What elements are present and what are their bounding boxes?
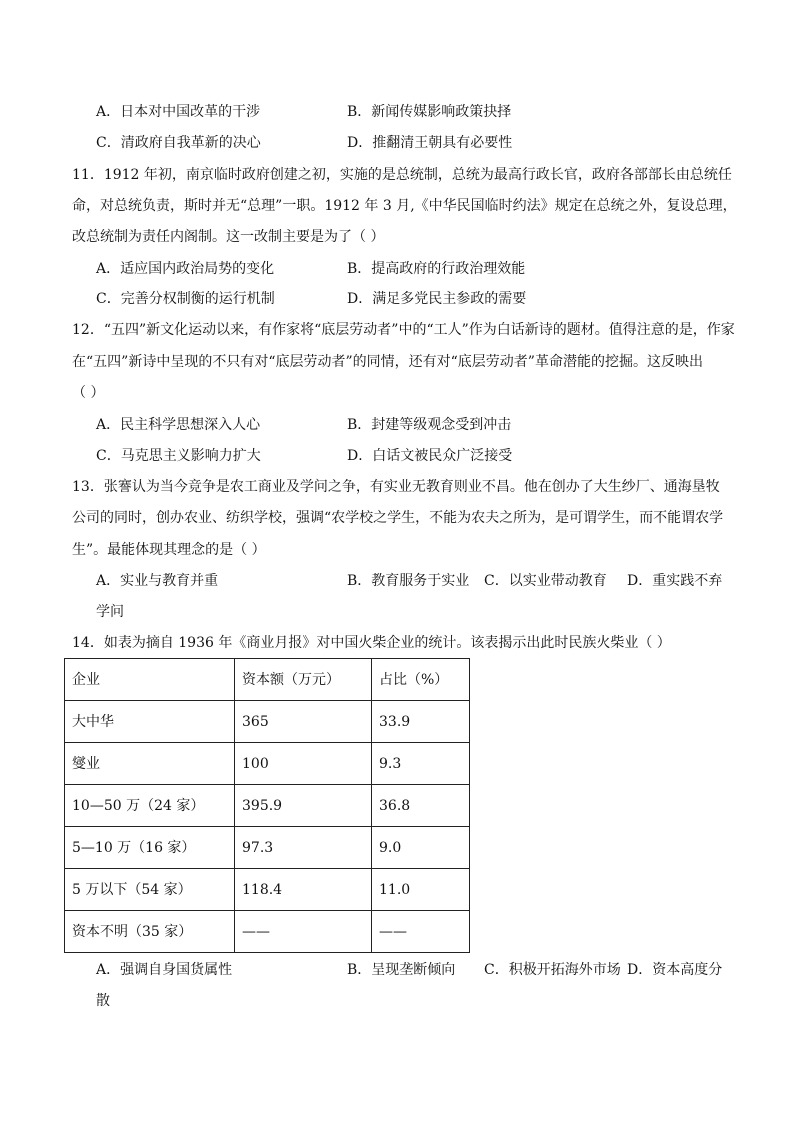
q10-option-d: D．推翻清王朝具有必要性 xyxy=(347,135,513,151)
table-cell: —— xyxy=(235,911,372,953)
q13-option-a: A．实业与教育并重 xyxy=(96,573,219,589)
q12-option-c: C．马克思主义影响力扩大 xyxy=(96,448,261,464)
q12-option-b: B．封建等级观念受到冲击 xyxy=(347,417,512,433)
table-cell: 33.9 xyxy=(372,701,470,743)
q13-stem-line-1: 13．张謇认为当今竞争是农工商业及学问之争，有实业无教育则业不昌。他在创办了大生纱厂、通海垦牧 xyxy=(72,479,720,495)
q12-option-d: D．白话文被民众广泛接受 xyxy=(347,448,513,464)
q10-option-a: A．日本对中国改革的干涉 xyxy=(96,104,261,120)
table-cell: 97.3 xyxy=(235,827,372,869)
table-cell: 9.0 xyxy=(372,827,470,869)
table-cell: 大中华 xyxy=(65,701,235,743)
table-cell: 100 xyxy=(235,743,372,785)
q13-option-d-continuation: 学问 xyxy=(96,604,124,620)
table-cell: —— xyxy=(372,911,470,953)
q10-option-b: B．新闻传媒影响政策抉择 xyxy=(347,104,512,120)
table-header-cell: 占比（%） xyxy=(372,659,470,701)
q12-stem-line-3: （ ） xyxy=(72,385,105,401)
table-row xyxy=(65,785,470,827)
table-cell: 资本不明（35 家） xyxy=(65,911,235,953)
q11-option-b: B．提高政府的行政治理效能 xyxy=(347,261,526,277)
q13-stem-line-2: 公司的同时，创办农业、纺织学校，强调“农学校之学生，不能为农夫之所为，是可谓学生，而不能谓农学 xyxy=(72,510,724,526)
q14-option-b: B．呈现垄断倾向 xyxy=(347,962,456,978)
table-cell: 5—10 万（16 家） xyxy=(65,827,235,869)
q14-option-d-continuation: 散 xyxy=(96,993,110,1009)
q14-option-a: A．强调自身国货属性 xyxy=(96,962,233,978)
q14-stem: 14．如表为摘自 1936 年《商业月报》对中国火柴企业的统计。该表揭示出此时民族火柴业（ ） xyxy=(72,635,671,651)
q14-option-c: C．积极开拓海外市场 xyxy=(484,962,621,978)
table-cell: 10—50 万（24 家） xyxy=(65,785,235,827)
q11-stem-line-2: 命，对总统负责，斯时并无“总理”一职。1912 年 3 月,《中华民国临时约法》规定在总统之外，复设总理， xyxy=(72,198,737,214)
q12-option-a: A．民主科学思想深入人心 xyxy=(96,417,261,433)
table-cell: 36.8 xyxy=(372,785,470,827)
table-header-cell: 企业 xyxy=(65,659,235,701)
table-cell: 5 万以下（54 家） xyxy=(65,869,235,911)
q11-stem-line-1: 11．1912 年初，南京临时政府创建之初，实施的是总统制，总统为最高行政长官，政府各部部长由总统任 xyxy=(72,167,732,183)
match-industry-table xyxy=(64,658,470,953)
table-row xyxy=(65,701,470,743)
table-header-row xyxy=(65,659,470,701)
q13-option-c: C．以实业带动教育 xyxy=(484,573,607,589)
q11-stem-line-3: 改总统制为责任内阁制。这一改制主要是为了（ ） xyxy=(72,229,385,245)
q14-option-d: D．资本高度分 xyxy=(627,962,723,978)
table-cell: 118.4 xyxy=(235,869,372,911)
table-row xyxy=(65,869,470,911)
table-cell: 燮业 xyxy=(65,743,235,785)
table-row xyxy=(65,911,470,953)
q13-option-d: D．重实践不弃 xyxy=(627,573,723,589)
table-row xyxy=(65,827,470,869)
q11-option-a: A．适应国内政治局势的变化 xyxy=(96,261,275,277)
q12-stem-line-1: 12．“五四”新文化运动以来，有作家将“底层劳动者”中的“工人”作为白话新诗的题材。值得注意的是，作家 xyxy=(72,322,735,338)
table-cell: 365 xyxy=(235,701,372,743)
q10-option-c: C．清政府自我革新的决心 xyxy=(96,135,261,151)
table-cell: 9.3 xyxy=(372,743,470,785)
q13-option-b: B．教育服务于实业 xyxy=(347,573,470,589)
q11-option-d: D．满足多党民主参政的需要 xyxy=(347,291,527,307)
q13-stem-line-3: 生”。最能体现其理念的是（ ） xyxy=(72,542,266,558)
table-cell: 395.9 xyxy=(235,785,372,827)
table-row xyxy=(65,743,470,785)
q12-stem-line-2: 在“五四”新诗中呈现的不只有对“底层劳动者”的同情，还有对“底层劳动者”革命潜能的挖掘。这反映出 xyxy=(72,354,703,370)
q11-option-c: C．完善分权制衡的运行机制 xyxy=(96,291,275,307)
table-header-cell: 资本额（万元） xyxy=(235,659,372,701)
table-cell: 11.0 xyxy=(372,869,470,911)
